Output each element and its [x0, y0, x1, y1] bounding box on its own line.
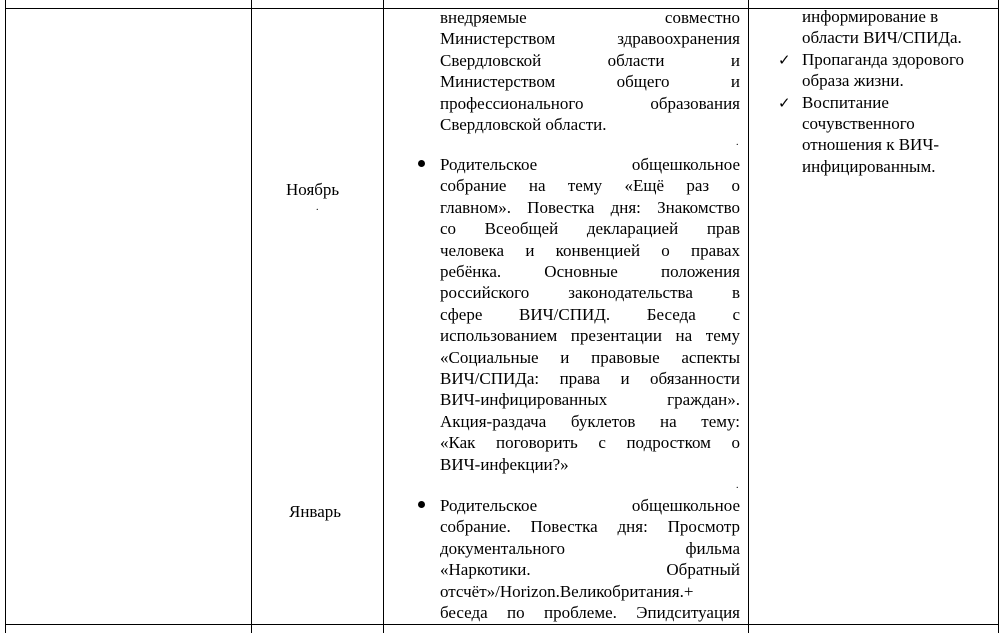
goal-line: отношения к ВИЧ- — [802, 135, 940, 155]
paragraph-mark: . — [736, 137, 739, 148]
item1-line: со Всеобщей декларацией прав — [440, 219, 740, 239]
item2-line: беседа по проблеме. Эпидситуация — [440, 603, 740, 622]
table-border-left — [5, 0, 6, 633]
goal-line: Воспитание — [802, 92, 889, 112]
goal-line: инфицированным. — [802, 156, 936, 176]
item1-line: сфере ВИЧ/СПИД. Беседа с — [440, 304, 740, 324]
intro-line: внедряемые совместно — [440, 8, 740, 27]
month-january: Январь — [289, 502, 342, 521]
intro-line: Министерством здравоохранения — [440, 29, 740, 49]
checkmark-icon: ✓ — [778, 94, 791, 112]
item2-line: отсчёт»/Horizon.Великобритания.+ — [440, 581, 694, 601]
intro-line: Министерством общего и — [440, 72, 740, 92]
item1-line: «Социальные и правовые аспекты — [440, 347, 740, 367]
month-november: Ноябрь — [286, 180, 340, 199]
table-border-bottom — [5, 624, 999, 625]
checkmark-icon: ✓ — [778, 51, 791, 69]
item1-line: ВИЧ/СПИДа: права и обязанности — [440, 369, 740, 388]
month-dot: . — [316, 202, 319, 213]
item2-line: документального фильма — [440, 538, 740, 558]
item1-line: использованием презентации на тему — [440, 326, 740, 346]
item1-line: ВИЧ-инфицированных граждан». — [440, 390, 740, 410]
item1-line: ребёнка. Основные положения — [440, 262, 740, 281]
paragraph-mark: . — [736, 480, 739, 491]
item2-line: собрание. Повестка дня: Просмотр — [440, 517, 740, 537]
item1-line: «Как поговорить с подростком о — [440, 433, 740, 453]
table-divider-2 — [383, 0, 384, 633]
goal-line: области ВИЧ/СПИДа. — [802, 28, 962, 48]
goal-line: сочувственного — [802, 114, 915, 133]
table-divider-1 — [251, 0, 252, 633]
item1-line: Акция-раздача буклетов на тему: — [440, 411, 740, 431]
item1-line: человека и конвенцией о правах — [440, 240, 740, 260]
goal-line: образа жизни. — [802, 71, 904, 91]
item1-line: собрание на тему «Ещё раз о — [440, 176, 740, 196]
intro-line: профессионального образования — [440, 93, 740, 113]
goal-line: информирование в — [802, 7, 939, 26]
item2-line: «Наркотики. Обратный — [440, 560, 740, 580]
item1-line: ВИЧ-инфекции?» — [440, 454, 569, 474]
intro-line: Свердловской области и — [440, 50, 740, 70]
goal-line: Пропаганда здорового — [802, 49, 964, 69]
bullet-icon — [418, 160, 425, 167]
item1-line: Родительское общешкольное — [440, 155, 740, 174]
item1-line: российского законодательства в — [440, 283, 740, 303]
table-border-right — [998, 0, 999, 633]
intro-line: Свердловской области. — [440, 115, 607, 134]
item2-line: Родительское общешкольное — [440, 496, 740, 515]
item1-line: главном». Повестка дня: Знакомство — [440, 197, 740, 217]
bullet-icon — [418, 501, 425, 508]
table-divider-3 — [748, 0, 749, 633]
